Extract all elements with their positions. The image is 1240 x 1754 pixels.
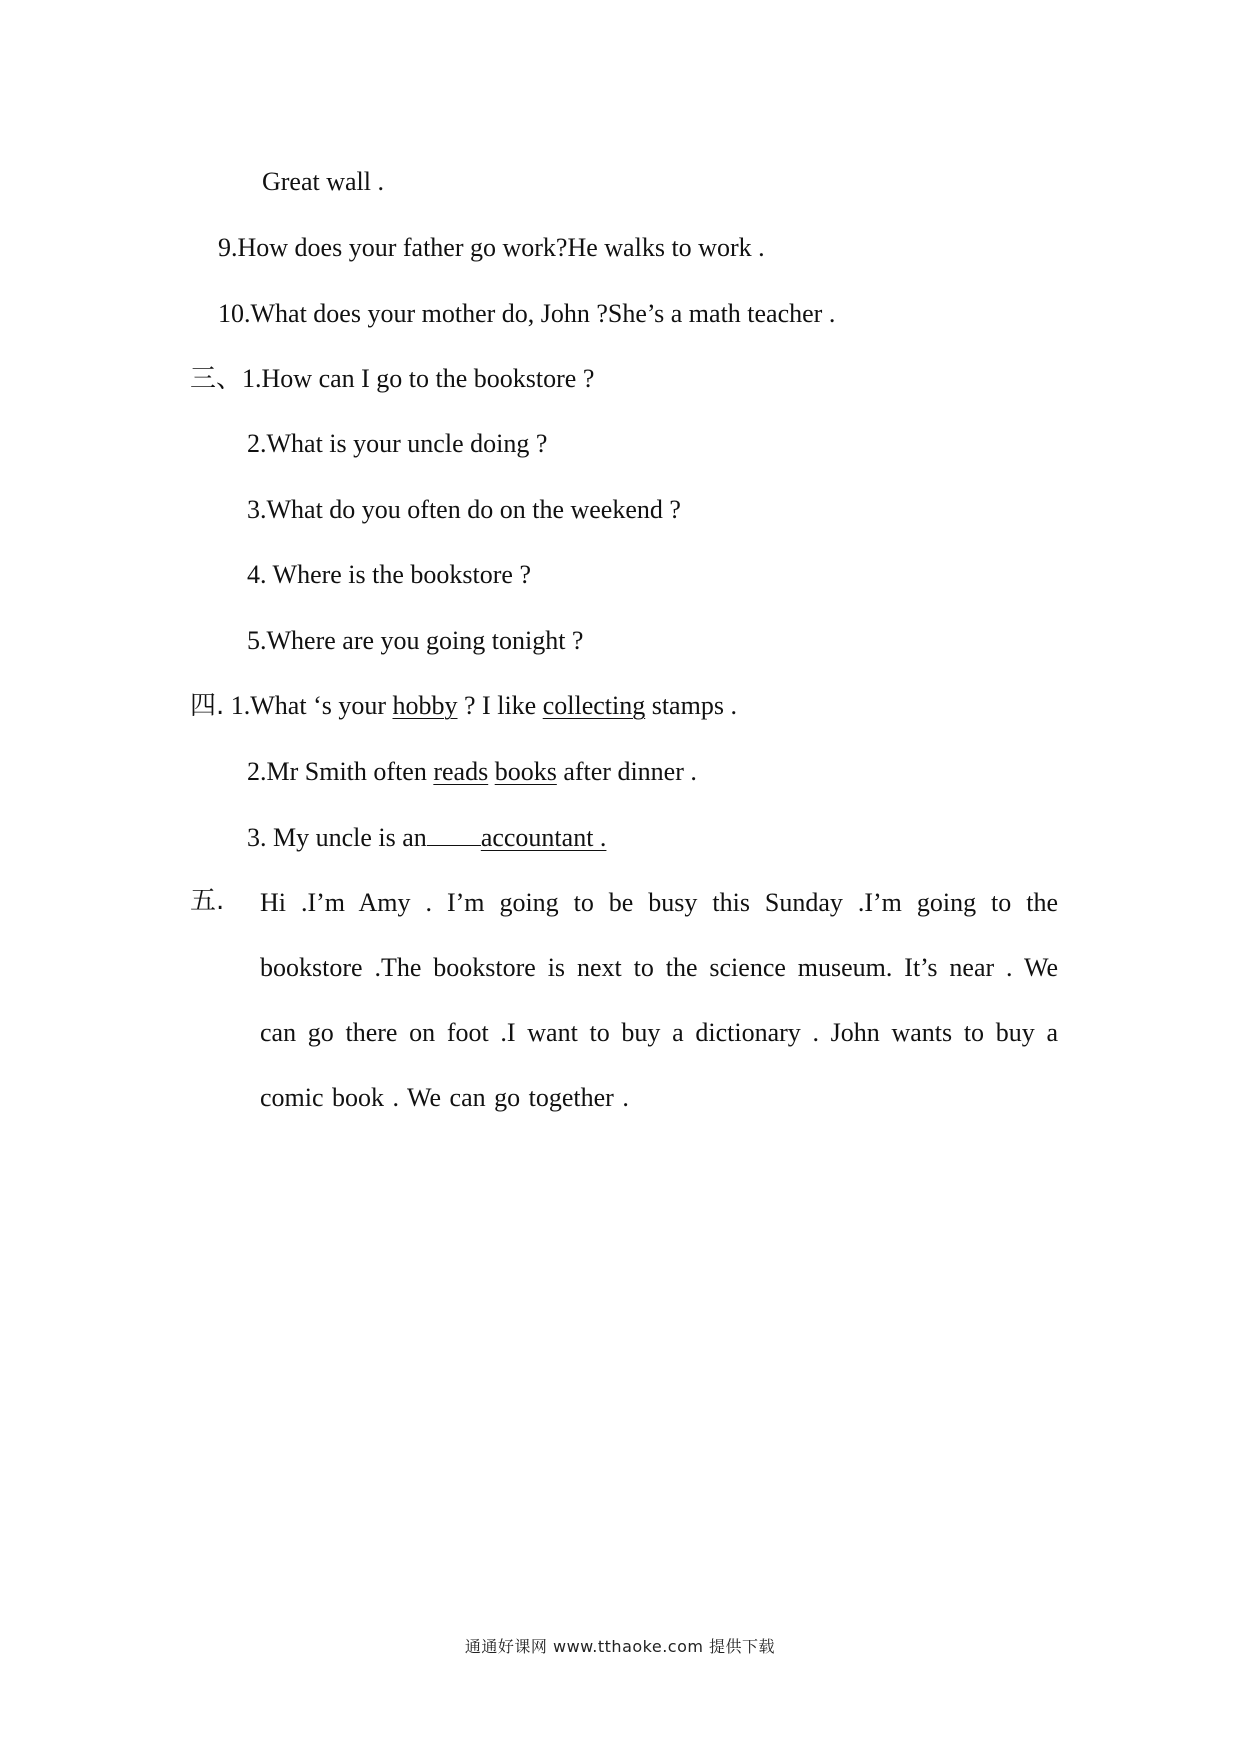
- section-3-row-1: [190, 363, 594, 395]
- section-5-text: Hi .I’m Amy . I’m going to be busy this Sunday .I’m going to the bookstore .The bookstore is next to the science museum. It’s near . We can go there on foot .I want to buy a dictionary . John wants to buy a comic book . We can go together .: [260, 888, 1058, 1112]
- page-footer: 通通好课网 www.tthaoke.com 提供下载: [464, 1637, 776, 1656]
- section-4-row-3: [247, 821, 606, 854]
- section-3-item-5: 5.Where are you going tonight ?: [247, 626, 584, 655]
- section-3-item-2: 2.What is your uncle doing ?: [247, 429, 548, 458]
- underlined-word-accountant: accountant .: [480, 823, 607, 852]
- section-4-row-2: [247, 756, 697, 788]
- section-4-item-1-mid: ? I like: [457, 691, 543, 720]
- underlined-word-reads: reads: [433, 757, 489, 786]
- underlined-word-books: books: [494, 757, 557, 786]
- section-4-item-1-prefix: 1.What ‘s your: [230, 691, 393, 720]
- section-3-item-4: 4. Where is the bookstore ?: [247, 560, 531, 589]
- line-great-wall: Great wall .: [262, 167, 385, 196]
- section-4-item-1-suffix: stamps .: [645, 691, 737, 720]
- section-4-item-2-prefix: 2.Mr Smith often: [247, 757, 434, 786]
- line-answer-9: 9.How does your father go work?He walks to work .: [218, 233, 765, 262]
- section-4-row-1: [190, 690, 737, 722]
- underlined-word-hobby: hobby: [392, 691, 458, 720]
- answer-blank-line: [427, 821, 481, 846]
- section-4-item-2-suffix: after dinner .: [556, 757, 697, 786]
- section-3-marker: 三、: [190, 364, 243, 394]
- section-5-paragraph: [260, 870, 1058, 1130]
- line-answer-10: 10.What does your mother do, John ?She’s a math teacher .: [218, 299, 836, 328]
- underlined-word-collecting: collecting: [542, 691, 646, 720]
- section-4-item-3-prefix: 3. My uncle is an: [247, 823, 427, 852]
- section-3-item-1: 1.How can I go to the bookstore ?: [242, 364, 595, 393]
- section-5-marker: 五.: [190, 886, 225, 916]
- section-3-item-3: 3.What do you often do on the weekend ?: [247, 495, 681, 524]
- section-4-marker: 四.: [190, 691, 225, 721]
